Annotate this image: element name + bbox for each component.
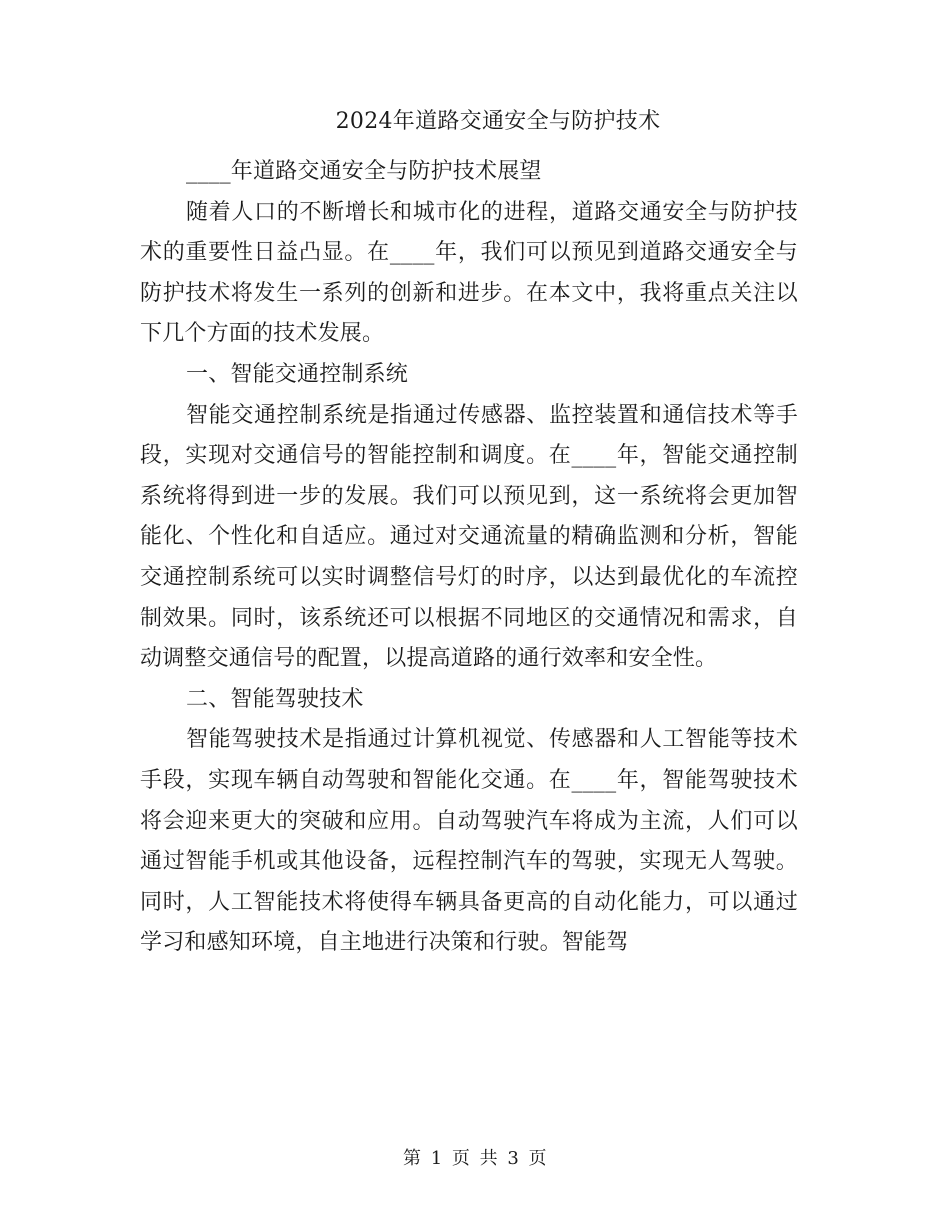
page-footer: 第 1 页 共 3 页: [402, 1148, 547, 1169]
document-body: [140, 152, 798, 964]
section-2-paragraph: 智能驾驶技术是指通过计算机视觉、传感器和人工智能等技术手段，实现车辆自动驾驶和智能化交通。在____年，智能驾驶技术将会迎来更大的突破和应用。自动驾驶汽车将成为主流，人们可以通过智能手机或其他设备，远程控制汽车的驾驶，实现无人驾驶。同时，人工智能技术将使得车辆具备更高的自动化能力，可以通过学习和感知环境，自主地进行决策和行驶。智能驾: [140, 727, 798, 956]
section-1-heading: 一、智能交通控制系统: [186, 361, 409, 387]
section-1-paragraph: 智能交通控制系统是指通过传感器、监控装置和通信技术等手段，实现对交通信号的智能控制和调度。在____年，智能交通控制系统将得到进一步的发展。我们可以预见到，这一系统将会更加智能化、个性化和自适应。通过对交通流量的精确监测和分析，智能交通控制系统可以实时调整信号灯的时序，以达到最优化的车流控制效果。同时，该系统还可以根据不同地区的交通情况和需求，自动调整交通信号的配置，以提高道路的通行效率和安全性。: [140, 402, 798, 672]
intro-paragraph: 随着人口的不断增长和城市化的进程，道路交通安全与防护技术的重要性日益凸显。在____年，我们可以预见到道路交通安全与防护技术将发生一系列的创新和进步。在本文中，我将重点关注以下几个方面的技术发展。: [140, 199, 798, 347]
document-subtitle: ____年道路交通安全与防护技术展望: [186, 159, 542, 184]
document-title: 2024年道路交通安全与防护技术: [335, 109, 661, 134]
section-2-heading: 二、智能驾驶技术: [186, 686, 364, 712]
